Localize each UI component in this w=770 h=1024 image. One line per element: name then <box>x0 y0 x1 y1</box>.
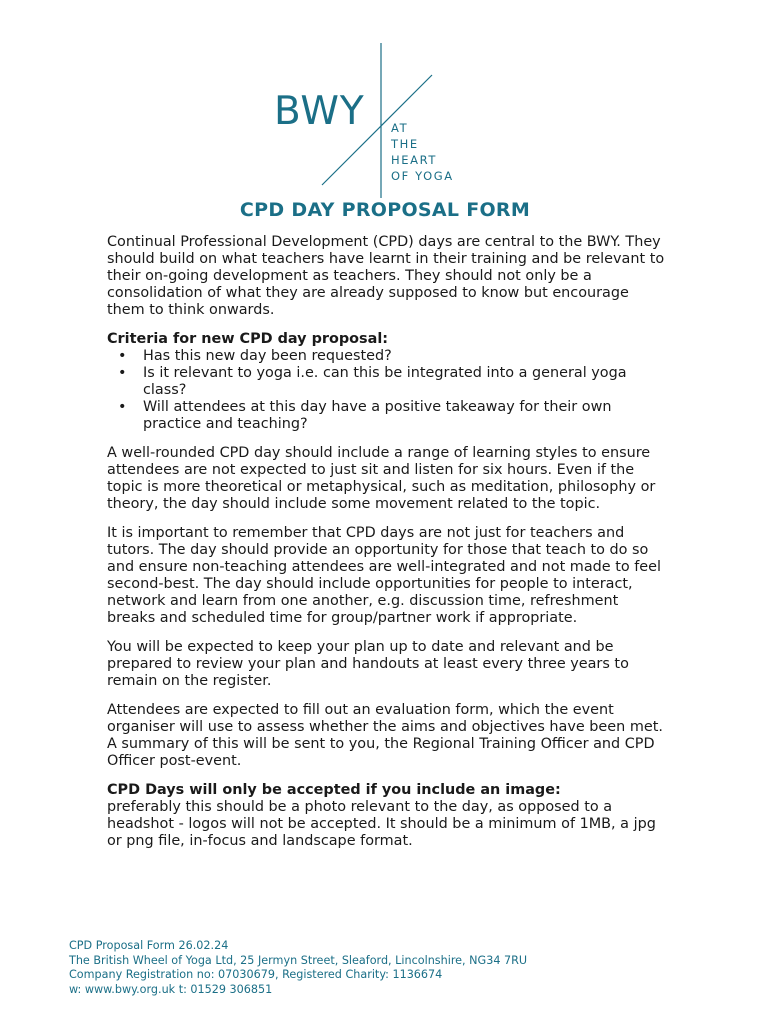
logo-wordmark: BWY <box>274 89 365 134</box>
logo-tagline <box>391 120 454 184</box>
page-title: CPD DAY PROPOSAL FORM <box>239 199 531 221</box>
intro-paragraph: Continual Professional Development (CPD) days are central to the BWY. They should build on what teachers have learnt in their training and be relevant to their on-going development as teachers. They should not only be a consolidation of what they are already supposed to know but encourage them to think onwards. <box>107 234 665 318</box>
list-item: • Is it relevant to yoga i.e. can this be integrated into a general yoga class? <box>143 365 667 399</box>
form-body <box>107 234 667 862</box>
tagline-line: AT <box>391 121 409 135</box>
list-item: • Will attendees at this day have a positive takeaway for their own practice and teaching? <box>143 399 667 433</box>
logo-lines <box>0 0 770 210</box>
tagline-line: OF YOGA <box>391 169 454 183</box>
image-note-heading: CPD Days will only be accepted if you include an image: <box>107 782 561 798</box>
footer-address: The British Wheel of Yoga Ltd, 25 Jermyn Street, Sleaford, Lincolnshire, NG34 7RU <box>69 953 528 967</box>
bwy-logo <box>0 0 770 210</box>
footer-contact: w: www.bwy.org.uk t: 01529 306851 <box>69 982 273 996</box>
page-footer <box>69 939 527 997</box>
tagline-line: THE <box>391 137 419 151</box>
image-note-text: preferably this should be a photo relevant to the day, as opposed to a headshot - logos will not be accepted. It should be a minimum of 1MB, a jpg or png file, in-focus and landscape format. <box>107 799 656 849</box>
inclusion-paragraph: It is important to remember that CPD days are not just for teachers and tutors. The day should provide an opportunity for those that teach to do so and ensure non-teaching attendees are well-integrated and not made to feel second-best. The day should include opportunities for people to interact, network and learn from one another, e.g. discussion time, refreshment breaks and scheduled time for group/partner work if appropriate. <box>107 525 662 626</box>
footer-form-version: CPD Proposal Form 26.02.24 <box>69 939 229 952</box>
footer-registration: Company Registration no: 07030679, Registered Charity: 1136674 <box>69 968 443 981</box>
learning-styles-paragraph: A well-rounded CPD day should include a range of learning styles to ensure attendees are not expected to just sit and listen for six hours. Even if the topic is more theoretical or metaphysical, such as meditation, philosophy or theory, the day should include some movement related to the topic. <box>107 445 656 512</box>
tagline-line: HEART <box>391 153 437 167</box>
criteria-heading: Criteria for new CPD day proposal: <box>107 331 389 347</box>
list-item: • Has this new day been requested? <box>143 348 667 365</box>
criteria-list <box>107 348 667 433</box>
evaluation-paragraph: Attendees are expected to fill out an evaluation form, which the event organiser will use to assess whether the aims and objectives have been met. A summary of this will be sent to you, the Regional Training Officer and CPD Officer post-event. <box>107 702 663 769</box>
review-paragraph: You will be expected to keep your plan up to date and relevant and be prepared to review your plan and handouts at least every three years to remain on the register. <box>107 639 629 689</box>
